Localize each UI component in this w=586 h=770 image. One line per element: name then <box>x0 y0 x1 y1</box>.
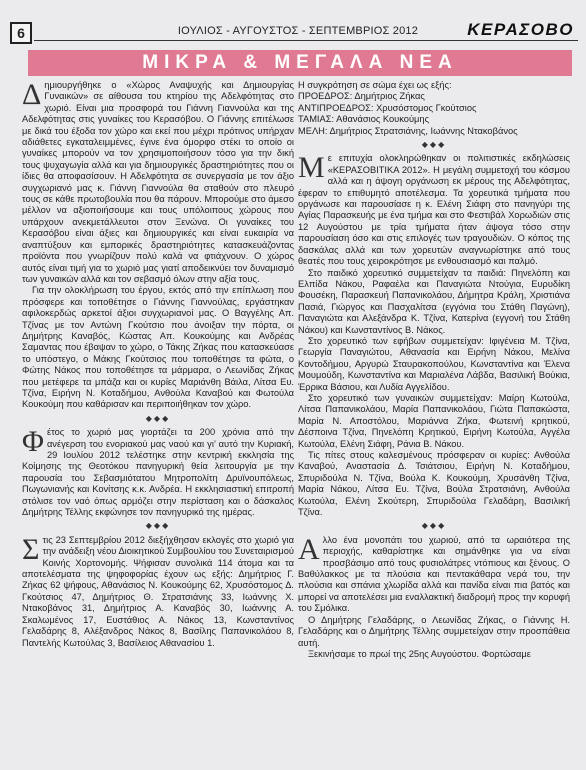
article-paragraph: ημιουργήθηκε ο «Χώρος Αναψυχής και Δημιουργίας Γυναικών» σε αίθουσα του κτηρίου της Αδελφότητας στο χωριό. Είναι μια προσφορά του Γιάννη Γιαννούλα και της Αδελφότητας στις γυναίκες του Κερασόβου. Ο Γιάννης επιτέλωσε με δικά του έξοδα τον χώρο και εκεί που μέχρι πρότινος υπήρχαν αδιάθετες εγκαταλειμμένες, έγινε ένα όμορφο στέκι το οποίο οι γυναίκες μπορούν να τον χρησιμοποιήσουν τόσο για την δική τους ψυχαγωγία αλλά και για δημιουργικές δραστηριότητες που οι ίδιες θα αποφασίσουν. Η Αδελφότητα σε συνεργασία με τον άξιο συγχωριανό μας κ. Γιάννη Γιαννούλα θα σταθούν στο πλευρό τους σε κάθε πρωτοβουλία που θα πάρουν. Μπορούμε στο άμεσο μέλλον να αξιοποιήσουμε και τους υπόλοιπους χώρους που υπάρχουν ανεκμετάλλευτοι στον Ξενώνα. Οι γυναίκες του Κερασόβου είναι άξιες και δημιουργικές και είναι ευκαιρία να αναπτύξουν και εμπορικές δραστηριότητες κατασκευάζοντας προϊόντα που γνωρίζουν πολύ καλά να φτιάχνουν. Ο χώρος αυτός είναι τιμή για το χωριό μας γιατί αποδεικνύει τον δυναμισμό των γυναικών αλλά και τον σεβασμό όλων στην αξία τους. <box>22 80 294 284</box>
board-composition <box>298 80 570 137</box>
article-church-anniversary <box>22 427 294 518</box>
article-elections <box>22 532 294 649</box>
newspaper-brand: ΚΕΡΑΣΟΒΟ <box>467 20 574 39</box>
section-title: ΜΙΚΡΑ & ΜΕΓΑΛΑ ΝΕΑ <box>142 52 458 73</box>
dropcap: Φ <box>22 425 44 459</box>
section-title-bar <box>28 50 572 76</box>
article-paragraph: έτος το χωριό μας γιορτάζει τα 200 χρόνια από την ανέγερση του ενοριακού μας ναού και γι’ αυτό την Κυριακή, 29 Ιουλίου 2012 τελέστηκε στην κεντρική εκκλησία της Κοίμησης της Θεοτόκου πανηγυρική θεία λειτουργία με την παρουσία του Σεβασμιότατου Μητροπολίτη Δρυϊνουπόλεως, Πωγωνιανής και Κονίτσης κ.κ. Ανδρέα. Η εκκλησιαστική επιτροπή στόλισε τον ναό όπως αρμόζει στην περίσταση και ο δάσκαλος Δημήτρης Τέλλης εκφώνησε τον πανηγυρικό της ημέρας. <box>22 427 294 518</box>
dropcap: Δ <box>22 78 42 111</box>
article-trail <box>298 532 570 660</box>
dropcap: Σ <box>22 532 40 566</box>
board-member: ΠΡΟΕΔΡΟΣ: Δημήτριος Ζήκας <box>298 91 425 102</box>
dropcap: Α <box>298 532 320 566</box>
article-kerasovitika <box>298 153 570 518</box>
header-rule <box>34 40 578 41</box>
article-paragraph: Τις πίτες στους καλεσμένους πρόσφεραν οι κυρίες: Ανθούλα Καναβού, Αναστασία Δ. Τσιάτσιου, Ειρήνη Ν. Κοταδήμου, Σπυριδούλα Ν. Τζίνα, Βούλα Κ. Κουκούμη, Χρυσάνθη Τζίνα, Μαρία Νάκου, Λίτσα Ευ. Τζίνα, Βούλα Στρατσιάνη, Ανθούλα Κωτούλα, Ελένη Σκούτερη, Σπυριδούλα Γελαδάρη, Βασιλική Τζίνα. <box>298 450 570 518</box>
page-number: 6 <box>10 22 32 44</box>
board-member: ΤΑΜΙΑΣ: Αθανάσιος Κουκούμης <box>298 114 430 125</box>
board-member: ΑΝΤΙΠΡΟΕΔΡΟΣ: Χρυσόστομος Γκούτσιος <box>298 102 477 113</box>
left-column <box>22 80 294 649</box>
board-member: ΜΕΛΗ: Δημήτριος Στρατσιάνης, Ιωάννης Ντακοβάνος <box>298 125 518 136</box>
article-paragraph: Ο Δημήτρης Γελαδάρης, ο Λεωνίδας Ζήκας, ο Γιάννης Η. Γελαδάρης και ο Δημήτρης Τέλλης συμμετείχαν στην προσπάθεια αυτή. <box>298 614 570 648</box>
article-separator: ◆◆◆ <box>421 140 447 150</box>
issue-date: ΙΟΥΛΙΟΣ - ΑΥΓΟΥΣΤΟΣ - ΣΕΠΤΕΜΒΡΙΟΣ 2012 <box>177 25 419 37</box>
article-separator: ◆◆◆ <box>145 521 171 531</box>
article-paragraph: Στο παιδικό χορευτικό συμμετείχαν τα παιδιά: Πηνελόπη και Ελπίδα Νάκου, Ραφαέλα και Παναγιώτα Ντούγια, Ευρυδίκη Φουσέκη, Παρασκευή Παπανικολάου, Δήμητρα Κράλη, Χριστιάνα Πασιά, Γιώργος και Πασχαλίτσα (εγγόνια του Στάθη Παγώνη), Παναγιώτα και Αλεξάνδρα Κ. Τζίνα, Κατερίνα (εγγονή του Στάθη Νάκου) και Κωνσταντίνος Β. Νάκος. <box>298 267 570 335</box>
article-paragraph: λλο ένα μονοπάτι του χωριού, από τα ωραιότερα της περιοχής, καθαρίστηκε και σημάνθηκε για να είναι προσβάσιμο από τους φυσιολάτρες ντόπιους και ξένους. Ο Βαθύλακκος με τα πλούσια και πεντακάθαρα νερά του, την πλούσια και σπάνια χλωρίδα αλλά και πανίδα είναι πια βατός και μπορεί να αποτελέσει μια εναλλακτική διαδρομή προς την κορυφή του Σμόλικα. <box>298 534 570 614</box>
article-paragraph: ε επιτυχία ολοκληρώθηκαν οι πολιτιστικές εκδηλώσεις «ΚΕΡΑΣΟΒΙΤΙΚΑ 2012». Η μεγάλη συμμετοχή του κόσμου αλλά και η άψογη οργάνωση εκ μέρους της Αδελφότητας, έφεραν το επιθυμητό αποτέλεσμα. Τα χορευτικά τμήματα που οργάνωσε και παρουσίασε η κ. Ελένη Σιάφη στο πανηγύρι της Αγίας Παρασκευής με ένα τμήμα και στο Φεστιβάλ Χορωδιών στις 12 Αυγούστου με τρία τμήματα ήταν άψογα τόσο στην παρουσίαση όσο και στις επιλογές των τραγουδιών. Ο κόπος της δασκάλας αλλά και των χορευτών αναγνωρίστηκε από τους θεατές που τους χειροκρότησε με ενθουσιασμό και παλμό. <box>298 153 570 267</box>
article-paragraph: Στο χορευτικό των γυναικών συμμετείχαν: Μαίρη Κωτούλα, Λίτσα Παπανικολάου, Μαρία Παπανικολάου, Γιώτα Παπακώστα, Μαρία Ν. Αποστόλου, Μαριάννα Ζήκα, Φωτεινή κρητικού, Δέσποινα Τζίνα, Πηνελόπη Κρητικού, Ειρήνη Κωτούλα, Αγγέλα Κωτούλα, Ελένη Σιάφη, Ράνια Β. Νάκου. <box>298 392 570 449</box>
article-paragraph: Ξεκινήσαμε το πρωί της 25ης Αυγούστου. Φορτώσαμε <box>308 648 531 659</box>
dropcap: Μ <box>298 151 325 185</box>
article-women-space <box>22 80 294 411</box>
article-separator: ◆◆◆ <box>421 521 447 531</box>
article-paragraph: Στο χορευτικό των εφήβων συμμετείχαν: Ιφιγένεια Μ. Τζίνα, Γεωργία Παναγιώτου, Αθανασία και Ειρήνη Νάκου, Μελίνα Κοντοδήμου, Αργυρώ Σταυρακοπούλου, Κωνσταντίνα και Έλενα Μουμούδη, Κωνσταντίνα και Μαριαλένα Λάβδα, Βασιλική Βούκια, Έρρικα Βάσιου, και Λυδία Αγγελίδου. <box>298 335 570 392</box>
article-separator: ◆◆◆ <box>145 413 171 423</box>
article-paragraph: Για την ολοκλήρωση του έργου, εκτός από την επίπλωση που πρόσφερε και τοποθέτησε ο Γιάννης Γιαννούλας, εργάστηκαν αφιλοκερδώς αρκετοί άξιοι συγχωριανοί μας. Ο Βαγγέλης Απ. Τζίνας με τον Αντώνη Γκούτσιο που άνοιξαν την πόρτα, οι Δημήτρης Καναβός, Κώστας Απ. Κουκούμης και Ανδρέας Σαμαντας που έβαψαν το χώρο, ο Τάκης Ζήκας που κατασκεύασε το υπόστεγο, ο Μάκης Γκούτσιος που τοποθέτησε τα φώτα, ο Φώτης Νάκος που τοποθέτησε τα μάρμαρα, ο Λεωνίδας Ζήκας που μετέφερε τα μπάζα και οι κυρίες Μαριάνθη Βάιλα, Λίτσα Ευ. Τζίνα, Ειρήνη Ν. Κοταδήμου, Ανθούλα Καναβού και Φωτούλα Κουκούμη που καθάρισαν και περιποιήθηκαν τον χώρο. <box>22 285 294 410</box>
article-paragraph: τις 23 Σεπτεμβρίου 2012 διεξήχθησαν εκλογές στο χωριό για την ανάδειξη νέου Διοικητικού Συμβουλίου του Συνεταιρισμού Κοινής Χορτονομής. Ψήφισαν συνολικά 114 άτομα και τα αποτελέσματα της ψηφοφορίας έχουν ως εξής: Δημήτριος Γ. Ζήκας 62 ψήφους, Αθανάσιος Ν. Κουκούμης 62, Χρυσόστομος Δ. Γκούτσιος 47, Δημήτριος Θ. Στρατσιάνης 33, Ιωάννης Χ. Ντακοβάνος 31, Δημήτριος Α. Καναβός 30, Ιωάννης Α. Σκαλωμένος 17, Ευστάθιος Α. Νάκος 13, Κωνσταντίνος Γελαδάρης 8, Αλέξανδρος Νάκος 8, Βασίλης Παπανικολάου 8, Παντελής Κωτούλας 3, Βασίλειος Αθανασίου 1. <box>22 534 294 648</box>
board-intro: Η συγκρότηση σε σώμα έχει ως εξής: <box>298 80 452 90</box>
right-column <box>298 80 570 660</box>
page-header <box>8 22 580 44</box>
